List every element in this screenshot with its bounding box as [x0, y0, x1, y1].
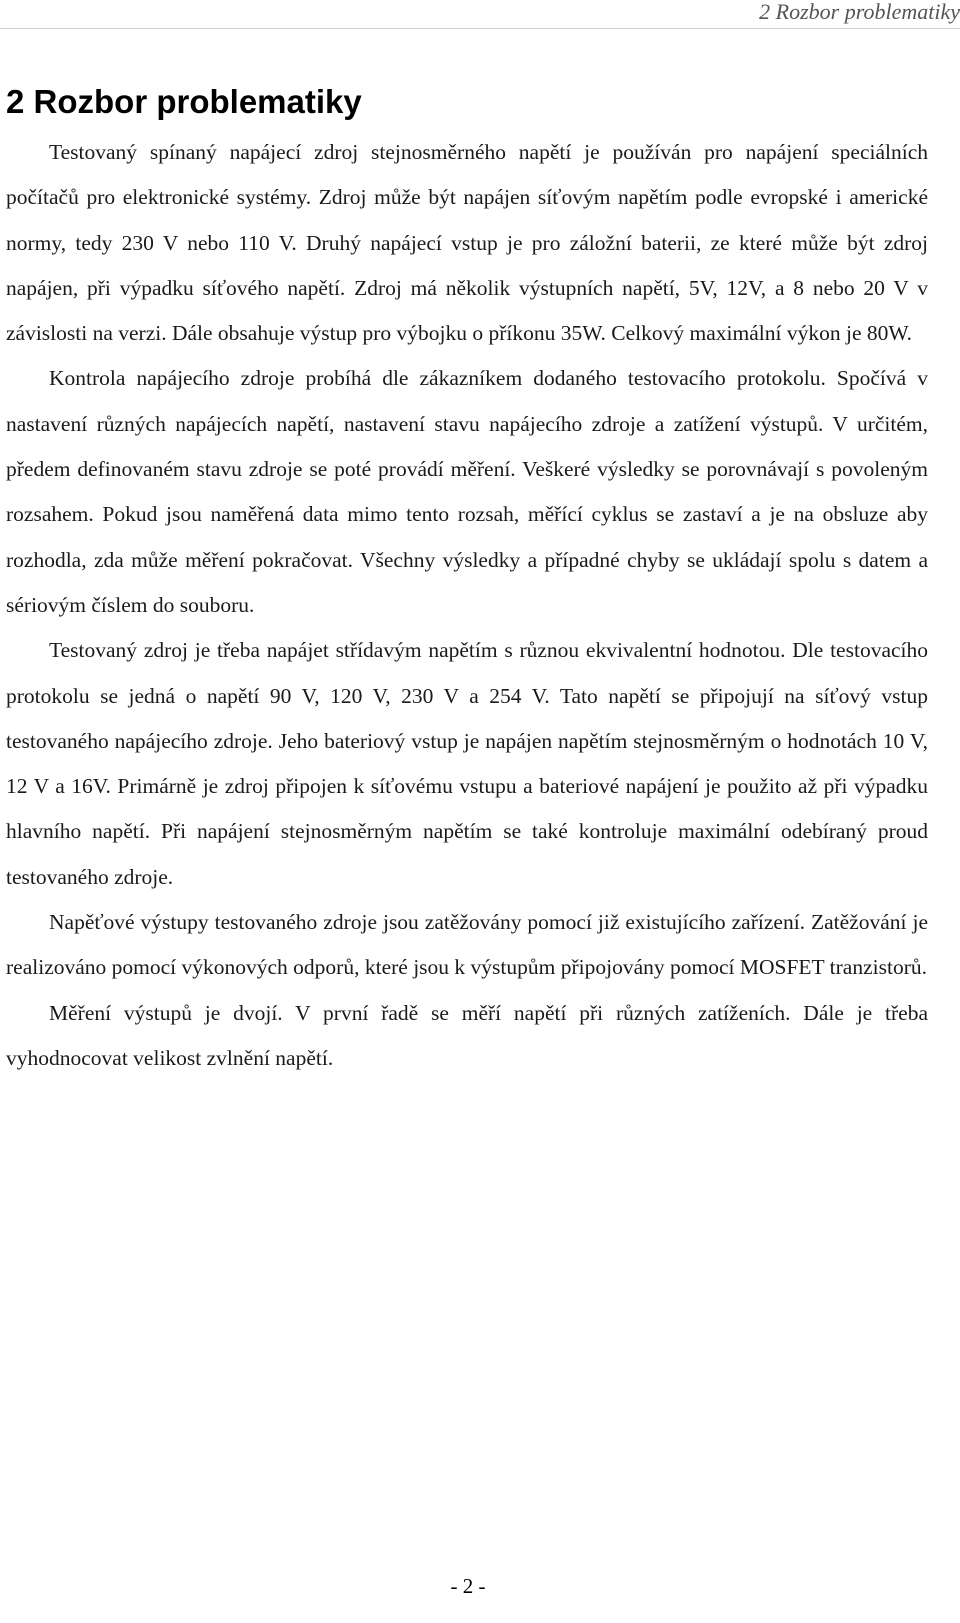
running-header-title: 2 Rozbor problematiky — [759, 0, 960, 24]
running-header — [0, 0, 960, 29]
paragraph: Testovaný spínaný napájecí zdroj stejnosměrného napětí je používán pro napájení speciálních počítačů pro elektronické systémy. Zdroj může být napájen síťovým napětím podle evropské i americké normy, tedy 230 V nebo 110 V. Druhý napájecí vstup je pro záložní baterii, ze které může být zdroj napájen, při výpadku síťového napětí. Zdroj má několik výstupních napětí, 5V, 12V, a 8 nebo 20 V v závislosti na verzi. Dále obsahuje výstup pro výbojku o příkonu 35W. Celkový maximální výkon je 80W. — [6, 140, 928, 346]
paragraph: Kontrola napájecího zdroje probíhá dle zákazníkem dodaného testovacího protokolu. Spočívá v nastavení různých napájecích napětí, nastavení stavu napájecího zdroje a zatížení výstupů. V určitém, předem definovaném stavu zdroje se poté provádí měření. Veškeré výsledky se porovnávají s povoleným rozsahem. Pokud jsou naměřená data mimo tento rozsah, měřící cyklus se zastaví a je na obsluze aby rozhodla, zda může měření pokračovat. Všechny výsledky a případné chyby se ukládají spolu s datem a sériovým číslem do souboru. — [6, 366, 928, 617]
body-text — [6, 130, 928, 1081]
chapter-title: 2 Rozbor problematiky — [6, 83, 362, 120]
paragraph: Testovaný zdroj je třeba napájet střídavým napětím s různou ekvivalentní hodnotou. Dle testovacího protokolu se jedná o napětí 90 V, 120 V, 230 V a 254 V. Tato napětí se připojují na síťový vstup testovaného napájecího zdroje. Jeho bateriový vstup je napájen napětím stejnosměrným o hodnotách 10 V, 12 V a 16V. Primárně je zdroj připojen k síťovému vstupu a bateriové napájení je použito až při výpadku hlavního napětí. Při napájení stejnosměrným napětím se také kontroluje maximální odebíraný proud testovaného zdroje. — [6, 638, 928, 889]
paragraph: Napěťové výstupy testovaného zdroje jsou zatěžovány pomocí již existujícího zařízení. Zatěžování je realizováno pomocí výkonových odporů, které jsou k výstupům připojovány pomocí MOSFET tranzistorů. — [6, 910, 928, 980]
page-number: - 2 - — [450, 1574, 486, 1598]
paragraph: Měření výstupů je dvojí. V první řadě se měří napětí při různých zatíženích. Dále je třeba vyhodnocovat velikost zvlnění napětí. — [6, 1000, 928, 1070]
